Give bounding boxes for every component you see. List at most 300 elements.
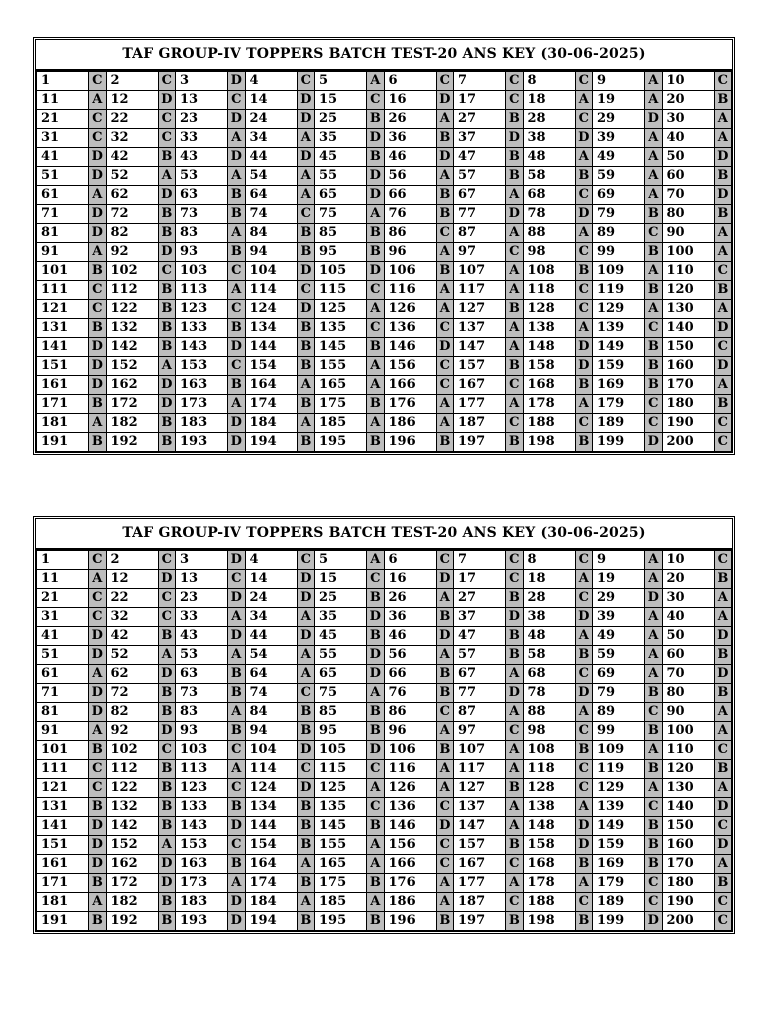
answer-cell: C xyxy=(297,205,314,224)
question-number: 153 xyxy=(176,357,228,376)
question-number: 48 xyxy=(523,148,575,167)
question-number: 151 xyxy=(37,357,89,376)
question-number: 74 xyxy=(245,205,297,224)
question-number: 114 xyxy=(245,760,297,779)
table-row xyxy=(37,646,732,665)
question-number: 70 xyxy=(662,665,714,684)
question-number: 191 xyxy=(37,433,89,452)
question-number: 100 xyxy=(662,722,714,741)
table-row xyxy=(37,338,732,357)
answer-cell: B xyxy=(228,186,245,205)
answer-cell: A xyxy=(436,589,453,608)
question-number: 153 xyxy=(176,836,228,855)
answer-cell: C xyxy=(506,551,523,570)
answer-cell: A xyxy=(645,570,662,589)
question-number: 72 xyxy=(106,205,158,224)
answer-cell: D xyxy=(228,912,245,931)
question-number: 31 xyxy=(37,608,89,627)
question-number: 163 xyxy=(176,376,228,395)
question-number: 25 xyxy=(315,110,367,129)
question-number: 192 xyxy=(106,433,158,452)
question-number: 197 xyxy=(454,912,506,931)
question-number: 43 xyxy=(176,627,228,646)
question-number: 182 xyxy=(106,893,158,912)
answer-cell: A xyxy=(297,129,314,148)
answer-cell: A xyxy=(228,167,245,186)
question-number: 108 xyxy=(523,741,575,760)
question-number: 92 xyxy=(106,243,158,262)
question-number: 14 xyxy=(245,570,297,589)
answer-cell: C xyxy=(297,72,314,91)
question-number: 19 xyxy=(593,570,645,589)
answer-cell: A xyxy=(367,357,384,376)
answer-cell: D xyxy=(575,357,592,376)
question-number: 176 xyxy=(384,874,436,893)
question-number: 50 xyxy=(662,148,714,167)
question-number: 183 xyxy=(176,893,228,912)
question-number: 196 xyxy=(384,433,436,452)
answer-cell: A xyxy=(714,703,731,722)
question-number: 84 xyxy=(245,224,297,243)
answer-cell: D xyxy=(297,779,314,798)
question-number: 111 xyxy=(37,760,89,779)
question-number: 184 xyxy=(245,893,297,912)
answer-cell: B xyxy=(158,281,175,300)
answer-cell: A xyxy=(297,186,314,205)
question-number: 138 xyxy=(523,798,575,817)
table-row xyxy=(37,148,732,167)
question-number: 164 xyxy=(245,376,297,395)
answer-cell: C xyxy=(506,414,523,433)
table-row xyxy=(37,608,732,627)
question-number: 46 xyxy=(384,148,436,167)
question-number: 27 xyxy=(454,110,506,129)
answer-cell: B xyxy=(436,684,453,703)
question-number: 21 xyxy=(37,110,89,129)
answer-cell: B xyxy=(645,357,662,376)
table-row xyxy=(37,129,732,148)
answer-cell: B xyxy=(228,205,245,224)
question-number: 130 xyxy=(662,300,714,319)
question-number: 192 xyxy=(106,912,158,931)
answer-cell: C xyxy=(575,110,592,129)
answer-cell: A xyxy=(436,874,453,893)
answer-cell: B xyxy=(158,760,175,779)
table-row xyxy=(37,376,732,395)
question-number: 83 xyxy=(176,703,228,722)
question-number: 141 xyxy=(37,338,89,357)
question-number: 23 xyxy=(176,110,228,129)
question-number: 102 xyxy=(106,741,158,760)
question-number: 173 xyxy=(176,874,228,893)
question-number: 115 xyxy=(315,760,367,779)
answer-cell: B xyxy=(158,893,175,912)
question-number: 178 xyxy=(523,874,575,893)
answer-cell: B xyxy=(645,836,662,855)
question-number: 63 xyxy=(176,186,228,205)
answer-cell: B xyxy=(297,912,314,931)
answer-cell: B xyxy=(506,836,523,855)
answer-cell: B xyxy=(297,817,314,836)
answer-key-table-1 xyxy=(33,37,735,455)
question-number: 67 xyxy=(454,665,506,684)
answer-cell: D xyxy=(158,570,175,589)
answer-cell: D xyxy=(367,262,384,281)
answer-cell: A xyxy=(645,186,662,205)
table-row xyxy=(37,893,732,912)
table-row xyxy=(37,779,732,798)
question-number: 71 xyxy=(37,205,89,224)
answer-cell: B xyxy=(89,395,106,414)
question-number: 36 xyxy=(384,608,436,627)
question-number: 78 xyxy=(523,684,575,703)
answer-cell: D xyxy=(89,224,106,243)
answer-cell: B xyxy=(89,741,106,760)
answer-cell: A xyxy=(228,874,245,893)
question-number: 52 xyxy=(106,167,158,186)
question-number: 73 xyxy=(176,205,228,224)
answer-cell: C xyxy=(506,855,523,874)
question-number: 88 xyxy=(523,703,575,722)
answer-cell: B xyxy=(297,319,314,338)
answer-cell: B xyxy=(297,224,314,243)
answer-cell: A xyxy=(506,874,523,893)
question-number: 73 xyxy=(176,684,228,703)
answer-cell: A xyxy=(645,608,662,627)
answer-cell: B xyxy=(158,627,175,646)
answer-cell: B xyxy=(506,646,523,665)
answer-cell: A xyxy=(714,722,731,741)
question-number: 13 xyxy=(176,570,228,589)
question-number: 31 xyxy=(37,129,89,148)
answer-cell: B xyxy=(367,224,384,243)
answer-cell: C xyxy=(575,779,592,798)
question-number: 19 xyxy=(593,91,645,110)
answer-cell: A xyxy=(297,855,314,874)
table-row xyxy=(37,433,732,452)
answer-cell: B xyxy=(367,433,384,452)
answer-cell: B xyxy=(436,186,453,205)
question-number: 133 xyxy=(176,798,228,817)
question-number: 7 xyxy=(454,551,506,570)
question-number: 197 xyxy=(454,433,506,452)
answer-cell: A xyxy=(575,91,592,110)
question-number: 145 xyxy=(315,817,367,836)
answer-cell: C xyxy=(714,262,731,281)
question-number: 74 xyxy=(245,684,297,703)
answer-cell: C xyxy=(228,836,245,855)
answer-cell: D xyxy=(297,110,314,129)
answer-cell: A xyxy=(575,224,592,243)
question-number: 132 xyxy=(106,798,158,817)
question-number: 103 xyxy=(176,262,228,281)
question-number: 156 xyxy=(384,357,436,376)
question-number: 199 xyxy=(593,433,645,452)
answer-cell: A xyxy=(367,300,384,319)
question-number: 32 xyxy=(106,608,158,627)
answer-cell: D xyxy=(645,589,662,608)
question-number: 15 xyxy=(315,570,367,589)
question-number: 125 xyxy=(315,779,367,798)
table-row xyxy=(37,855,732,874)
question-number: 149 xyxy=(593,338,645,357)
question-number: 42 xyxy=(106,148,158,167)
answer-cell: B xyxy=(367,338,384,357)
question-number: 183 xyxy=(176,414,228,433)
question-number: 5 xyxy=(315,551,367,570)
question-number: 158 xyxy=(523,836,575,855)
question-number: 38 xyxy=(523,608,575,627)
question-number: 94 xyxy=(245,722,297,741)
answer-cell: A xyxy=(575,874,592,893)
answer-cell: A xyxy=(89,414,106,433)
answer-cell: B xyxy=(714,874,731,893)
answer-cell: A xyxy=(228,129,245,148)
question-number: 195 xyxy=(315,433,367,452)
table-row xyxy=(37,912,732,931)
answer-cell: C xyxy=(645,395,662,414)
question-number: 134 xyxy=(245,319,297,338)
answer-cell: A xyxy=(228,703,245,722)
answer-cell: B xyxy=(645,205,662,224)
question-number: 200 xyxy=(662,912,714,931)
answer-cell: C xyxy=(436,703,453,722)
question-number: 111 xyxy=(37,281,89,300)
answer-cell: D xyxy=(297,300,314,319)
answer-cell: D xyxy=(575,338,592,357)
answer-cell: C xyxy=(575,186,592,205)
question-number: 142 xyxy=(106,817,158,836)
question-number: 169 xyxy=(593,376,645,395)
answer-key-table-2 xyxy=(33,516,735,934)
question-number: 140 xyxy=(662,319,714,338)
question-number: 199 xyxy=(593,912,645,931)
question-number: 63 xyxy=(176,665,228,684)
question-number: 33 xyxy=(176,608,228,627)
question-number: 135 xyxy=(315,319,367,338)
answer-cell: D xyxy=(228,338,245,357)
question-number: 106 xyxy=(384,262,436,281)
question-number: 162 xyxy=(106,376,158,395)
question-number: 184 xyxy=(245,414,297,433)
table-row xyxy=(37,300,732,319)
answer-cell: D xyxy=(297,262,314,281)
answer-cell: D xyxy=(506,684,523,703)
question-number: 136 xyxy=(384,319,436,338)
answer-cell: B xyxy=(158,300,175,319)
answer-cell: A xyxy=(436,779,453,798)
question-number: 49 xyxy=(593,148,645,167)
answer-cell: B xyxy=(575,167,592,186)
question-number: 81 xyxy=(37,703,89,722)
question-number: 12 xyxy=(106,91,158,110)
answer-cell: C xyxy=(228,91,245,110)
question-number: 137 xyxy=(454,319,506,338)
question-number: 64 xyxy=(245,665,297,684)
question-number: 170 xyxy=(662,376,714,395)
answer-cell: A xyxy=(436,395,453,414)
answer-cell: B xyxy=(89,912,106,931)
question-number: 77 xyxy=(454,205,506,224)
question-number: 35 xyxy=(315,608,367,627)
question-number: 8 xyxy=(523,72,575,91)
answer-cell: A xyxy=(645,262,662,281)
question-number: 190 xyxy=(662,893,714,912)
question-number: 59 xyxy=(593,646,645,665)
question-number: 39 xyxy=(593,129,645,148)
answer-cell: A xyxy=(367,376,384,395)
question-number: 102 xyxy=(106,262,158,281)
answer-cell: B xyxy=(367,912,384,931)
question-number: 36 xyxy=(384,129,436,148)
question-number: 20 xyxy=(662,91,714,110)
answer-cell: D xyxy=(89,836,106,855)
question-number: 34 xyxy=(245,608,297,627)
answer-cell: A xyxy=(228,224,245,243)
question-number: 54 xyxy=(245,646,297,665)
question-number: 80 xyxy=(662,205,714,224)
question-number: 85 xyxy=(315,703,367,722)
question-number: 11 xyxy=(37,91,89,110)
question-number: 168 xyxy=(523,855,575,874)
question-number: 71 xyxy=(37,684,89,703)
answer-cell: A xyxy=(714,300,731,319)
answer-cell: C xyxy=(575,665,592,684)
answer-cell: B xyxy=(297,243,314,262)
question-number: 21 xyxy=(37,589,89,608)
question-number: 14 xyxy=(245,91,297,110)
answer-cell: D xyxy=(89,167,106,186)
question-number: 194 xyxy=(245,433,297,452)
answer-cell: A xyxy=(367,893,384,912)
answer-cell: B xyxy=(645,281,662,300)
answer-cell: C xyxy=(89,589,106,608)
question-number: 29 xyxy=(593,110,645,129)
answer-cell: D xyxy=(89,703,106,722)
answer-cell: D xyxy=(367,129,384,148)
answer-cell: A xyxy=(645,646,662,665)
question-number: 89 xyxy=(593,224,645,243)
answer-cell: A xyxy=(506,665,523,684)
question-number: 169 xyxy=(593,855,645,874)
question-number: 150 xyxy=(662,817,714,836)
question-number: 75 xyxy=(315,205,367,224)
question-number: 17 xyxy=(454,570,506,589)
answer-cell: A xyxy=(506,281,523,300)
answer-cell: C xyxy=(436,855,453,874)
answer-cell: A xyxy=(228,760,245,779)
question-number: 137 xyxy=(454,798,506,817)
answer-cell: B xyxy=(367,722,384,741)
question-number: 189 xyxy=(593,893,645,912)
question-number: 101 xyxy=(37,741,89,760)
answer-cell: B xyxy=(158,798,175,817)
question-number: 116 xyxy=(384,281,436,300)
question-number: 167 xyxy=(454,376,506,395)
question-number: 94 xyxy=(245,243,297,262)
answer-cell: B xyxy=(367,703,384,722)
question-number: 188 xyxy=(523,414,575,433)
question-number: 61 xyxy=(37,665,89,684)
question-number: 177 xyxy=(454,874,506,893)
answer-cell: A xyxy=(89,91,106,110)
answer-cell: B xyxy=(367,243,384,262)
question-number: 112 xyxy=(106,281,158,300)
answer-cell: A xyxy=(367,779,384,798)
answer-cell: A xyxy=(575,319,592,338)
table-row xyxy=(37,589,732,608)
answer-cell: B xyxy=(158,338,175,357)
question-number: 4 xyxy=(245,551,297,570)
answer-cell: D xyxy=(436,338,453,357)
answer-cell: B xyxy=(297,836,314,855)
answer-cell: D xyxy=(645,110,662,129)
answer-cell: B xyxy=(714,570,731,589)
question-number: 64 xyxy=(245,186,297,205)
answer-cell: A xyxy=(436,646,453,665)
question-number: 128 xyxy=(523,779,575,798)
question-number: 40 xyxy=(662,608,714,627)
answer-cell: B xyxy=(714,91,731,110)
answer-cell: D xyxy=(158,722,175,741)
answer-cell: B xyxy=(575,855,592,874)
answer-cell: A xyxy=(575,798,592,817)
question-number: 84 xyxy=(245,703,297,722)
question-number: 37 xyxy=(454,129,506,148)
question-number: 186 xyxy=(384,893,436,912)
question-number: 139 xyxy=(593,798,645,817)
answer-cell: A xyxy=(367,684,384,703)
question-number: 144 xyxy=(245,817,297,836)
answer-cell: B xyxy=(297,703,314,722)
answer-cell: C xyxy=(367,319,384,338)
answer-cell: C xyxy=(367,281,384,300)
question-number: 39 xyxy=(593,608,645,627)
answer-cell: A xyxy=(158,167,175,186)
answer-cell: D xyxy=(367,646,384,665)
answer-cell: A xyxy=(367,205,384,224)
answer-cell: D xyxy=(367,665,384,684)
question-number: 158 xyxy=(523,357,575,376)
answer-cell: A xyxy=(436,722,453,741)
question-number: 194 xyxy=(245,912,297,931)
question-number: 148 xyxy=(523,338,575,357)
question-number: 13 xyxy=(176,91,228,110)
answer-cell: C xyxy=(714,72,731,91)
question-number: 195 xyxy=(315,912,367,931)
answer-cell: A xyxy=(367,836,384,855)
question-number: 113 xyxy=(176,760,228,779)
answer-cell: C xyxy=(228,262,245,281)
answer-cell: C xyxy=(645,319,662,338)
question-number: 41 xyxy=(37,627,89,646)
question-number: 3 xyxy=(176,72,228,91)
answer-cell: D xyxy=(575,684,592,703)
answer-cell: C xyxy=(506,376,523,395)
answer-cell: C xyxy=(158,129,175,148)
answer-cell: C xyxy=(714,338,731,357)
question-number: 159 xyxy=(593,836,645,855)
answer-cell: D xyxy=(228,433,245,452)
answer-cell: C xyxy=(645,798,662,817)
answer-grid xyxy=(36,71,732,452)
question-number: 122 xyxy=(106,300,158,319)
question-number: 15 xyxy=(315,91,367,110)
answer-cell: C xyxy=(575,722,592,741)
table-row xyxy=(37,570,732,589)
question-number: 7 xyxy=(454,72,506,91)
answer-cell: C xyxy=(575,72,592,91)
